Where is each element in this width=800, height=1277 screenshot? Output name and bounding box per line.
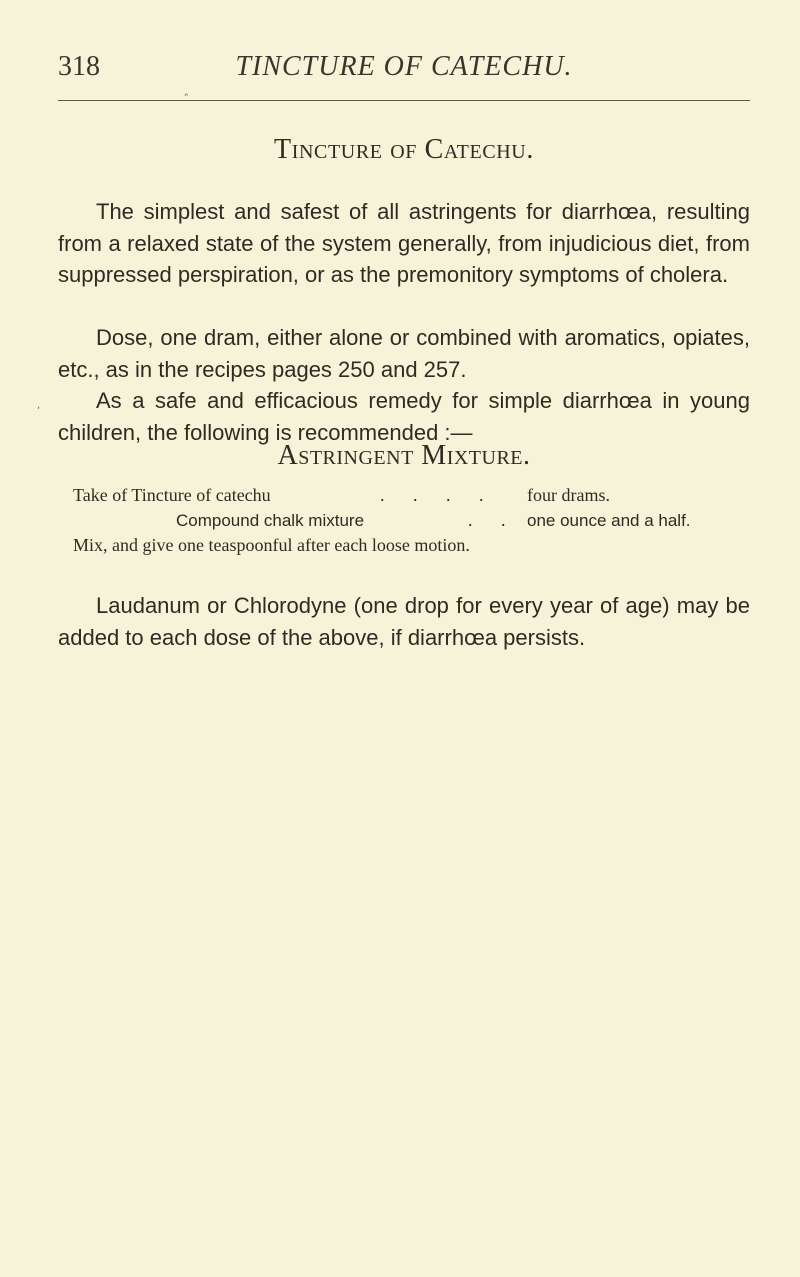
recipe-block (58, 483, 750, 558)
recipe-instruction: Mix, and give one teaspoonful after each loose motion. (73, 535, 470, 555)
running-title: TINCTURE OF CATECHU. (235, 51, 573, 82)
recipe-ingredient: Compound chalk mixture (176, 511, 365, 530)
recipe-amount: one ounce and a half. (527, 511, 691, 530)
dose-paragraph: Dose, one dram, either alone or combined with aromatics, opiates, etc., as in the recipes pages 250 and 257. (58, 325, 750, 382)
recommendation-paragraph: As a safe and efficacious remedy for simple diarrhœa in young children, the following is recommended :— (58, 388, 750, 445)
recipe-amount: four drams. (527, 485, 610, 505)
small-printer-mark: ‸ (181, 81, 189, 97)
header-rule (58, 100, 750, 101)
small-margin-mark: , (37, 400, 41, 411)
intro-paragraph: The simplest and safest of all astringents for diarrhœa, resulting from a relaxed state of the system generally, from injudicious diet, from suppressed perspiration, or as the premonitory symptoms of cholera. (58, 199, 750, 287)
recipe-leader-dots: . . . . (380, 485, 496, 505)
recipe-heading: Astringent Mixture. (277, 440, 531, 471)
page-header (58, 48, 750, 104)
recipe-instruction-row (58, 533, 750, 558)
recipe-line (58, 508, 750, 533)
closing-paragraph: Laudanum or Chlorodyne (one drop for every year of age) may be added to each dose of the above, if diarrhœa persists. (58, 593, 750, 650)
page-number: 318 (58, 51, 100, 82)
section-title: Tincture of Catechu. (274, 134, 534, 165)
recipe-leader-dots: . . (468, 510, 518, 530)
recipe-ingredient: Take of Tincture of catechu (73, 485, 271, 505)
recipe-line (58, 483, 750, 508)
